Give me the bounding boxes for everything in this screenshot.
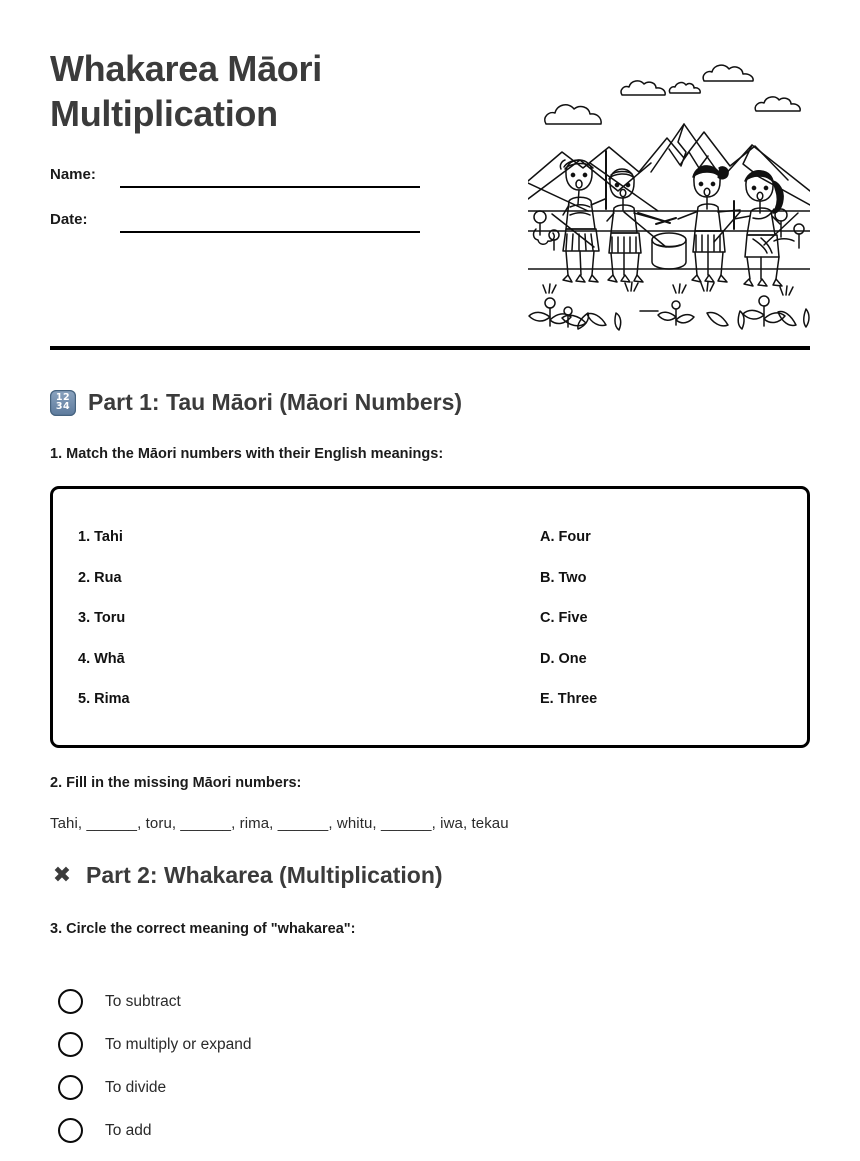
question-3-label: 3. Circle the correct meaning of "whakarea":	[50, 921, 356, 937]
input-numbers-icon-top: 12	[55, 391, 71, 403]
match-right-item[interactable]: D. One	[540, 650, 587, 667]
matching-left-column	[78, 527, 130, 730]
date-label: Date:	[50, 211, 88, 228]
fill-in-sentence[interactable]: Tahi, ______, toru, ______, rima, ______, whitu, ______, iwa, tekau	[50, 815, 509, 832]
question-2-label: 2. Fill in the missing Māori numbers:	[50, 775, 302, 791]
option-row[interactable]	[58, 1109, 478, 1152]
question-1-label: 1. Match the Māori numbers with their English meanings:	[50, 446, 444, 462]
date-input-line[interactable]	[120, 231, 420, 233]
match-left-item[interactable]: 2. Rua	[78, 569, 122, 586]
header-divider	[50, 346, 810, 350]
input-numbers-icon-bottom: 34	[55, 401, 71, 412]
option-row[interactable]	[58, 1023, 478, 1066]
match-right-item[interactable]: B. Two	[540, 569, 587, 586]
match-right-item[interactable]: A. Four	[540, 529, 591, 545]
name-field-row	[50, 164, 430, 192]
option-label: To add	[105, 1121, 152, 1139]
multiplication-x-icon: ✖	[52, 862, 72, 888]
name-input-line[interactable]	[120, 186, 420, 188]
option-label: To subtract	[105, 992, 181, 1010]
worksheet-header	[50, 46, 810, 336]
radio-circle-icon[interactable]	[58, 989, 83, 1014]
name-label: Name:	[50, 166, 96, 183]
part1-heading: Part 1: Tau Māori (Māori Numbers)	[88, 389, 463, 415]
option-label: To multiply or expand	[105, 1035, 252, 1053]
match-right-item[interactable]: C. Five	[540, 610, 588, 626]
option-row[interactable]	[58, 1066, 478, 1109]
matching-exercise-box	[50, 486, 810, 748]
match-left-item[interactable]: 5. Rima	[78, 691, 130, 707]
multiple-choice-options	[58, 980, 478, 1152]
part2-heading-row	[50, 862, 443, 889]
part1-heading-row	[50, 389, 462, 416]
input-numbers-icon	[50, 390, 76, 416]
match-left-item[interactable]: 3. Toru	[78, 610, 126, 626]
maori-children-illustration	[528, 55, 810, 331]
match-right-item[interactable]: E. Three	[540, 691, 598, 707]
matching-right-column	[540, 527, 597, 730]
date-field-row	[50, 209, 430, 237]
radio-circle-icon[interactable]	[58, 1032, 83, 1057]
page-title: Whakarea Māori Multiplication	[50, 48, 322, 134]
option-label: To divide	[105, 1078, 167, 1096]
radio-circle-icon[interactable]	[58, 1075, 83, 1100]
part2-heading: Part 2: Whakarea (Multiplication)	[86, 862, 443, 888]
radio-circle-icon[interactable]	[58, 1118, 83, 1143]
match-left-item[interactable]: 1. Tahi	[78, 529, 123, 545]
option-row[interactable]	[58, 980, 478, 1023]
match-left-item[interactable]: 4. Whā	[78, 650, 125, 667]
